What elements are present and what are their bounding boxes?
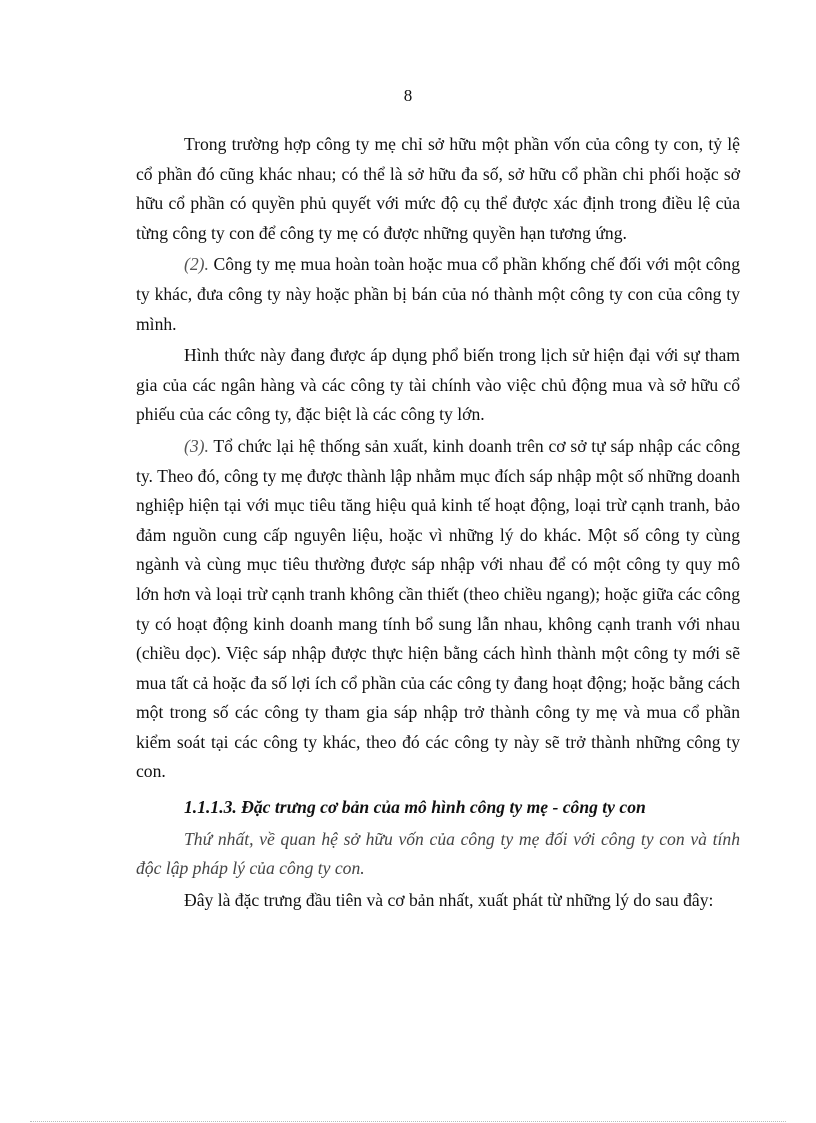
paragraph-method-2 [136,250,740,339]
paragraph-method-2-text: Công ty mẹ mua hoàn toàn hoặc mua cổ phần khống chế đối với một công ty khác, đưa công ty này hoặc phần bị bán của nó thành một công ty con của công ty mình. [136,254,740,334]
list-number-3: (3). [184,435,209,456]
paragraph-method-3-text: Tổ chức lại hệ thống sản xuất, kinh doanh trên cơ sở tự sáp nhập các công ty. Theo đó, công ty mẹ được thành lập nhằm mục đích sáp nhập một số những doanh nghiệp hiện tại với mục tiêu tăng hiệu quả kinh tế hoạt động, loại trừ cạnh tranh, bảo đảm nguồn cung cấp nguyên liệu, hoặc vì những lý do khác. Một số công ty cùng ngành và cùng mục tiêu thường được sáp nhập với nhau để có một công ty quy mô lớn hơn và loại trừ cạnh tranh không cần thiết (theo chiều ngang); hoặc giữa các công ty có hoạt động kinh doanh mang tính bổ sung lẫn nhau, không cạnh tranh với nhau (chiều dọc). Việc sáp nhập được thực hiện bằng cách hình thành một công ty mới sẽ mua tất cả hoặc đa số lợi ích cổ phần của các công ty đang hoạt động; hoặc bằng cách một trong số các công ty tham gia sáp nhập trở thành công ty mẹ và mua cổ phần kiểm soát tại các công ty khác, theo đó các công ty này sẽ trở thành những công ty con. [136,435,740,782]
page-number: 8 [403,86,413,105]
list-number-2: (2). [184,254,209,275]
paragraph-modern-history: Hình thức này đang được áp dụng phổ biến trong lịch sử hiện đại với sự tham gia của các ngân hàng và các công ty tài chính vào việc chủ động mua và sở hữu cổ phiếu của các công ty, đặc biệt là các công ty lớn. [136,345,740,425]
section-heading: 1.1.1.3. Đặc trưng cơ bản của mô hình công ty mẹ - công ty con [184,797,646,818]
page-bottom-divider [30,1121,786,1122]
document-body [136,130,740,917]
paragraph-first-reason: Đây là đặc trưng đầu tiên và cơ bản nhất, xuất phát từ những lý do sau đây: [184,889,714,910]
paragraph-first-characteristic: Thứ nhất, về quan hệ sở hữu vốn của công ty mẹ đối với công ty con và tính độc lập pháp lý của công ty con. [136,828,740,879]
paragraph-ownership-share: Trong trường hợp công ty mẹ chỉ sở hữu một phần vốn của công ty con, tỷ lệ cổ phần đó cũng khác nhau; có thể là sở hữu đa số, sở hữu cổ phần chi phối hoặc sở hữu cổ phần có quyền phủ quyết với mức độ cụ thể được xác định trong điều lệ của từng công ty con để công ty mẹ có được những quyền hạn tương ứng. [136,134,740,243]
paragraph-method-3 [136,432,740,787]
